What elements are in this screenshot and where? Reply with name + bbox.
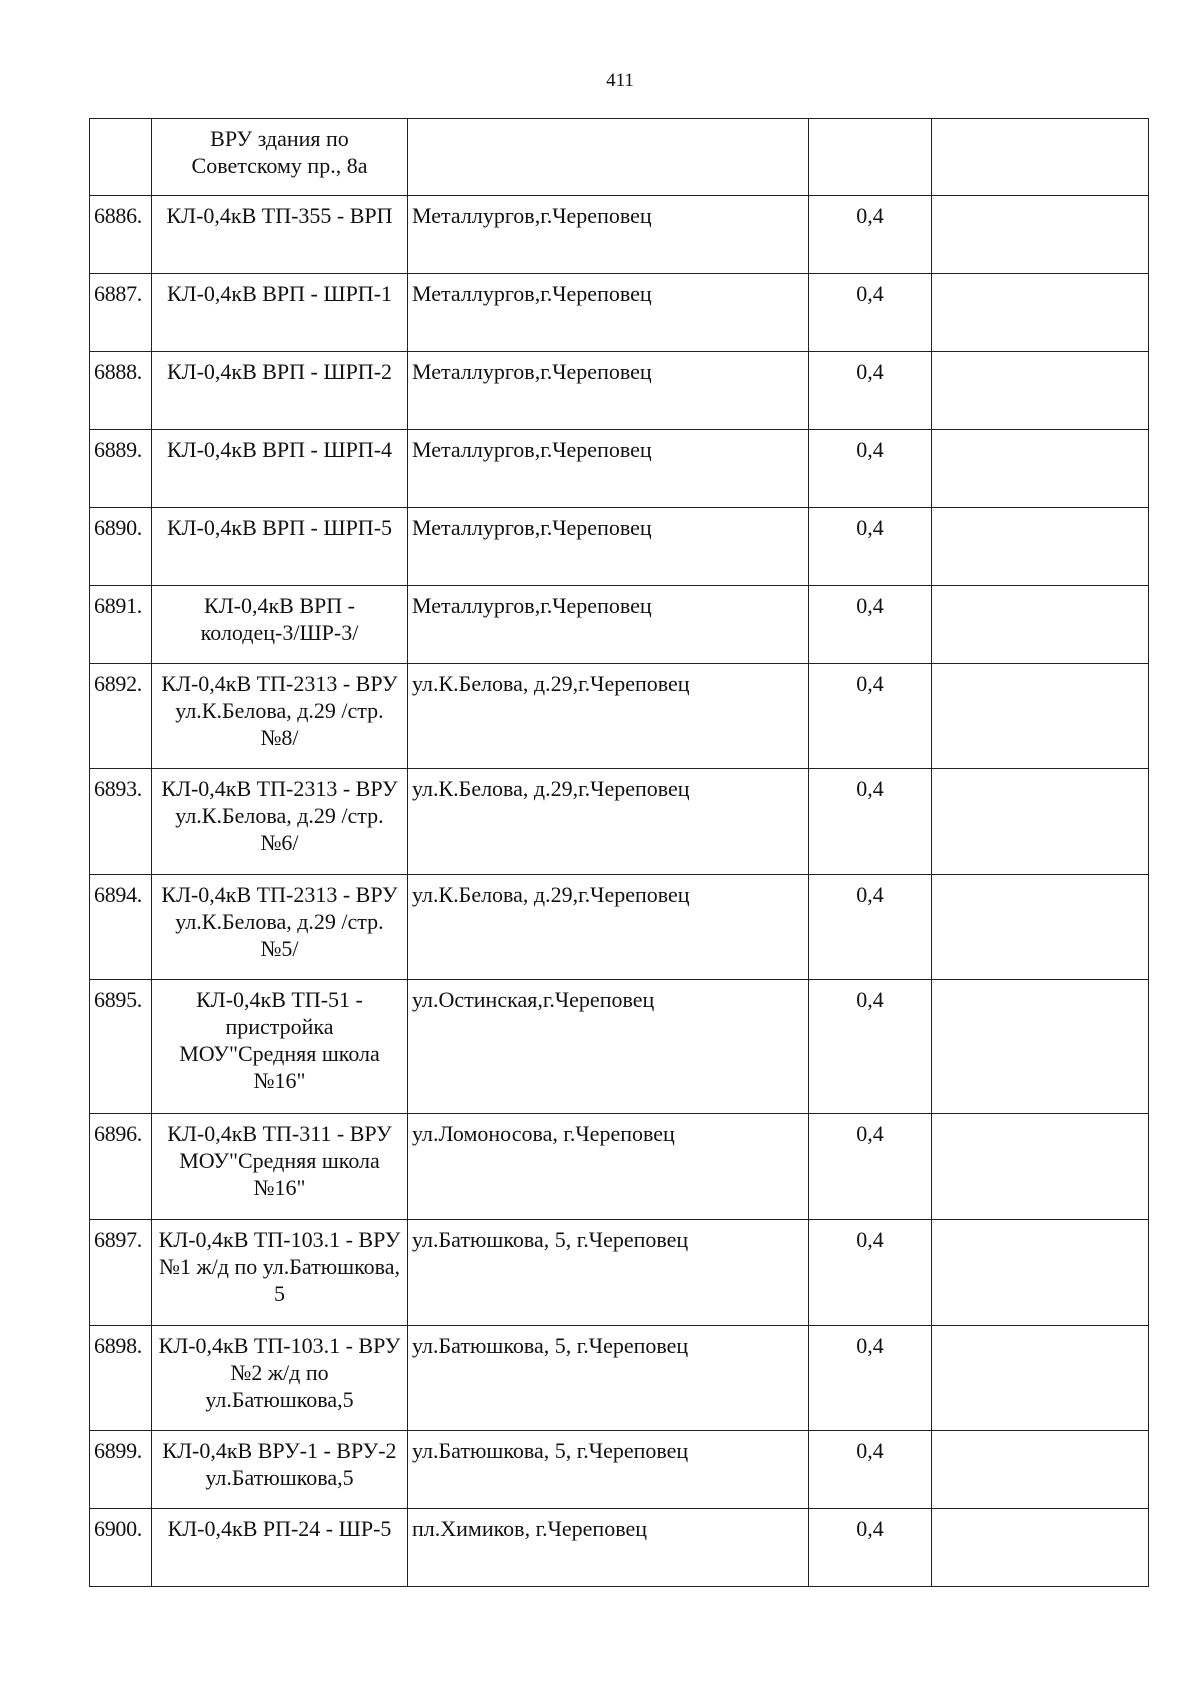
table-row xyxy=(90,586,1149,664)
voltage-cell: 0,4 xyxy=(809,586,932,664)
address-cell xyxy=(408,119,809,196)
extra-cell xyxy=(932,119,1149,196)
table-row xyxy=(90,430,1149,508)
address-cell: ул.Батюшкова, 5, г.Череповец xyxy=(408,1326,809,1431)
table-row xyxy=(90,1114,1149,1220)
table-row xyxy=(90,980,1149,1114)
row-number-cell: 6889. xyxy=(90,430,152,508)
voltage-cell: 0,4 xyxy=(809,508,932,586)
line-name-cell: КЛ-0,4кВ РП-24 - ШР-5 xyxy=(152,1509,408,1587)
voltage-cell: 0,4 xyxy=(809,1220,932,1326)
row-number-cell: 6896. xyxy=(90,1114,152,1220)
extra-cell xyxy=(932,1220,1149,1326)
line-name-cell: КЛ-0,4кВ ТП-2313 - ВРУ ул.К.Белова, д.29 /стр. №5/ xyxy=(152,875,408,980)
row-number-cell: 6900. xyxy=(90,1509,152,1587)
address-cell: ул.Остинская,г.Череповец xyxy=(408,980,809,1114)
table-row xyxy=(90,875,1149,980)
extra-cell xyxy=(932,196,1149,274)
row-number-cell: 6898. xyxy=(90,1326,152,1431)
registry-table-body xyxy=(90,119,1149,1587)
line-name-cell: КЛ-0,4кВ ВРП - ШРП-2 xyxy=(152,352,408,430)
extra-cell xyxy=(932,430,1149,508)
row-number-cell xyxy=(90,119,152,196)
extra-cell xyxy=(932,1509,1149,1587)
line-name-cell: КЛ-0,4кВ ТП-2313 - ВРУ ул.К.Белова, д.29 /стр. №6/ xyxy=(152,769,408,875)
table-row xyxy=(90,196,1149,274)
table-row xyxy=(90,1509,1149,1587)
table-row xyxy=(90,664,1149,769)
table-row xyxy=(90,508,1149,586)
table-row xyxy=(90,769,1149,875)
line-name-cell: КЛ-0,4кВ ТП-2313 - ВРУ ул.К.Белова, д.29 /стр. №8/ xyxy=(152,664,408,769)
voltage-cell: 0,4 xyxy=(809,352,932,430)
row-number-cell: 6895. xyxy=(90,980,152,1114)
line-name-cell: КЛ-0,4кВ ВРП - ШРП-5 xyxy=(152,508,408,586)
row-number-cell: 6890. xyxy=(90,508,152,586)
row-number-cell: 6897. xyxy=(90,1220,152,1326)
voltage-cell: 0,4 xyxy=(809,196,932,274)
page-number: 411 xyxy=(606,70,634,91)
address-cell: Металлургов,г.Череповец xyxy=(408,352,809,430)
line-name-cell: КЛ-0,4кВ ТП-311 - ВРУ МОУ"Средняя школа №16" xyxy=(152,1114,408,1220)
line-name-cell: КЛ-0,4кВ ВРП - ШРП-4 xyxy=(152,430,408,508)
voltage-cell: 0,4 xyxy=(809,664,932,769)
address-cell: ул.Батюшкова, 5, г.Череповец xyxy=(408,1220,809,1326)
row-number-cell: 6891. xyxy=(90,586,152,664)
table-row xyxy=(90,1431,1149,1509)
extra-cell xyxy=(932,508,1149,586)
table-row xyxy=(90,1220,1149,1326)
voltage-cell: 0,4 xyxy=(809,980,932,1114)
line-name-cell: КЛ-0,4кВ ВРП - колодец-3/ШР-3/ xyxy=(152,586,408,664)
extra-cell xyxy=(932,875,1149,980)
line-name-cell: КЛ-0,4кВ ВРУ-1 - ВРУ-2 ул.Батюшкова,5 xyxy=(152,1431,408,1509)
row-number-cell: 6888. xyxy=(90,352,152,430)
table-row xyxy=(90,1326,1149,1431)
voltage-cell: 0,4 xyxy=(809,1114,932,1220)
extra-cell xyxy=(932,1326,1149,1431)
address-cell: ул.Батюшкова, 5, г.Череповец xyxy=(408,1431,809,1509)
voltage-cell: 0,4 xyxy=(809,769,932,875)
row-number-cell: 6893. xyxy=(90,769,152,875)
extra-cell xyxy=(932,586,1149,664)
address-cell: Металлургов,г.Череповец xyxy=(408,196,809,274)
extra-cell xyxy=(932,769,1149,875)
line-name-cell: КЛ-0,4кВ ТП-103.1 - ВРУ №2 ж/д по ул.Батюшкова,5 xyxy=(152,1326,408,1431)
row-number-cell: 6899. xyxy=(90,1431,152,1509)
table-row xyxy=(90,274,1149,352)
address-cell: пл.Химиков, г.Череповец xyxy=(408,1509,809,1587)
voltage-cell xyxy=(809,119,932,196)
registry-table xyxy=(89,118,1149,1587)
table-row xyxy=(90,352,1149,430)
line-name-cell: КЛ-0,4кВ ТП-51 - пристройка МОУ"Средняя школа №16" xyxy=(152,980,408,1114)
voltage-cell: 0,4 xyxy=(809,1326,932,1431)
address-cell: Металлургов,г.Череповец xyxy=(408,274,809,352)
extra-cell xyxy=(932,274,1149,352)
address-cell: Металлургов,г.Череповец xyxy=(408,430,809,508)
address-cell: ул.Ломоносова, г.Череповец xyxy=(408,1114,809,1220)
extra-cell xyxy=(932,980,1149,1114)
table-row xyxy=(90,119,1149,196)
voltage-cell: 0,4 xyxy=(809,875,932,980)
row-number-cell: 6894. xyxy=(90,875,152,980)
address-cell: Металлургов,г.Череповец xyxy=(408,586,809,664)
row-number-cell: 6892. xyxy=(90,664,152,769)
extra-cell xyxy=(932,1431,1149,1509)
address-cell: Металлургов,г.Череповец xyxy=(408,508,809,586)
address-cell: ул.К.Белова, д.29,г.Череповец xyxy=(408,769,809,875)
voltage-cell: 0,4 xyxy=(809,1509,932,1587)
line-name-cell: КЛ-0,4кВ ВРП - ШРП-1 xyxy=(152,274,408,352)
voltage-cell: 0,4 xyxy=(809,1431,932,1509)
line-name-cell: ВРУ здания по Советскому пр., 8а xyxy=(152,119,408,196)
address-cell: ул.К.Белова, д.29,г.Череповец xyxy=(408,875,809,980)
row-number-cell: 6887. xyxy=(90,274,152,352)
extra-cell xyxy=(932,664,1149,769)
extra-cell xyxy=(932,352,1149,430)
row-number-cell: 6886. xyxy=(90,196,152,274)
extra-cell xyxy=(932,1114,1149,1220)
line-name-cell: КЛ-0,4кВ ТП-355 - ВРП xyxy=(152,196,408,274)
voltage-cell: 0,4 xyxy=(809,430,932,508)
line-name-cell: КЛ-0,4кВ ТП-103.1 - ВРУ №1 ж/д по ул.Батюшкова, 5 xyxy=(152,1220,408,1326)
address-cell: ул.К.Белова, д.29,г.Череповец xyxy=(408,664,809,769)
voltage-cell: 0,4 xyxy=(809,274,932,352)
